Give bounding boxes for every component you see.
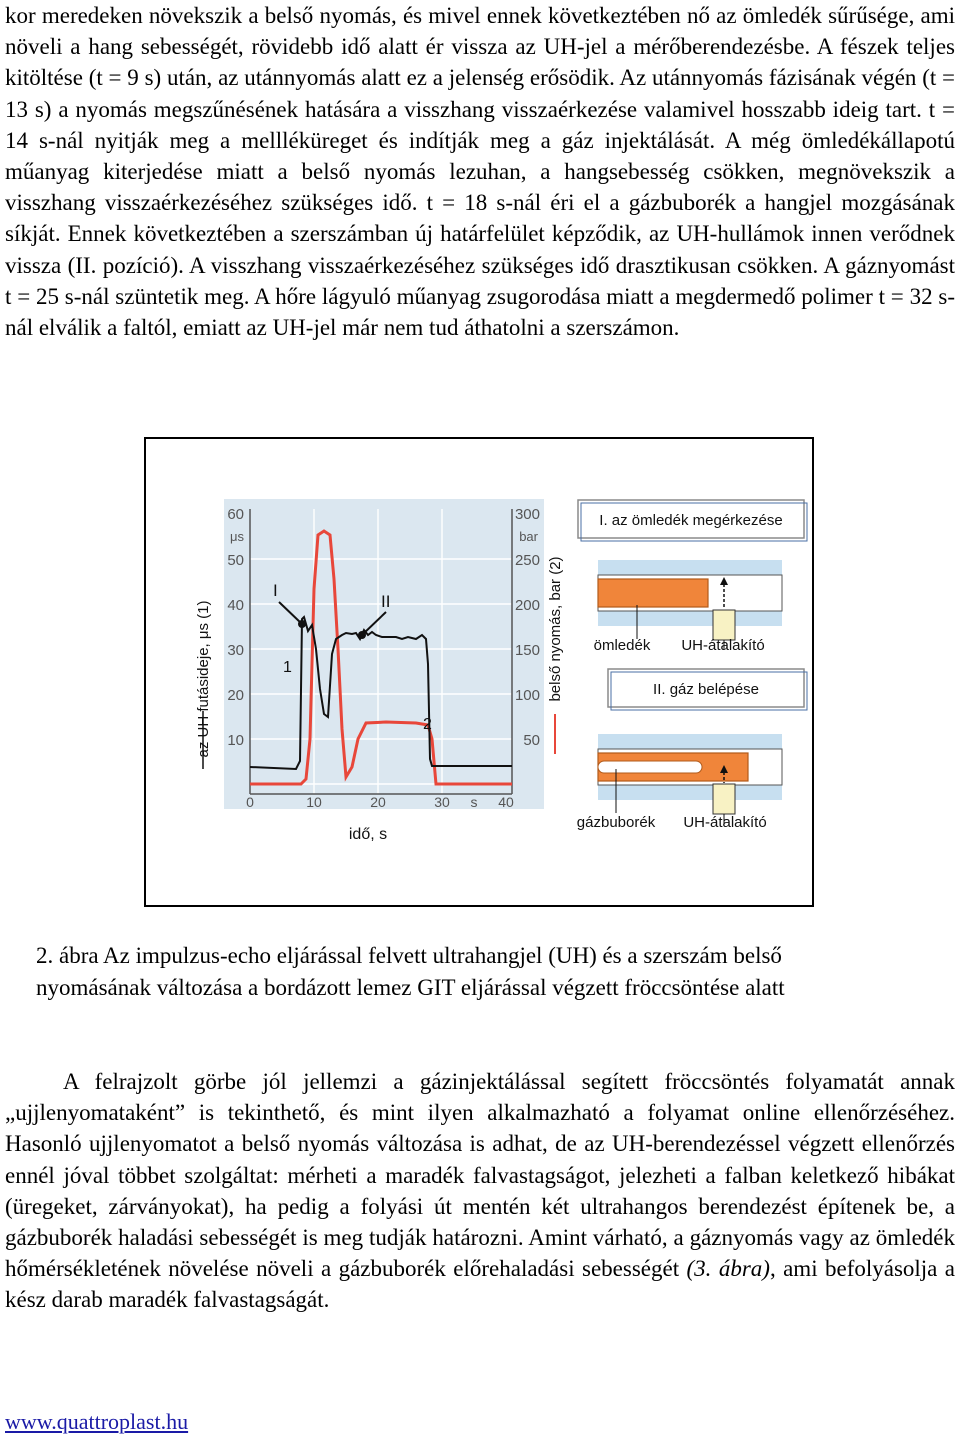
diagram-i-melt	[598, 579, 708, 607]
diagram-ii-transducer	[713, 784, 735, 814]
x-tick-unit: s	[470, 794, 478, 810]
figure-svg	[146, 439, 812, 905]
diagram-i	[598, 560, 782, 649]
left-tick-unit: μs	[230, 529, 244, 544]
marker-i-dot	[298, 620, 306, 628]
left-tick: 60	[227, 506, 244, 523]
figure-frame	[144, 437, 814, 907]
body-paragraph-2	[5, 1066, 955, 1316]
diagram-ii-gas-bubble	[598, 761, 702, 773]
x-tick: 0	[246, 794, 254, 810]
left-tick: 50	[227, 552, 244, 569]
footer-website-link[interactable]: www.quattroplast.hu	[5, 1409, 189, 1434]
right-axis-title: belső nyomás, bar (2)	[547, 556, 564, 702]
caption-line-1: 2. ábra Az impulzus-echo eljárással felvett ultrahangjel (UH) és a szerszám belső	[36, 943, 782, 968]
diagram-i-transducer	[713, 610, 735, 640]
right-tick: 250	[514, 552, 540, 569]
diagram-i-melt-label: ömledék	[593, 637, 651, 654]
left-tick: 10	[227, 732, 244, 749]
left-tick: 30	[227, 642, 244, 659]
figure-reference: (3. ábra)	[686, 1256, 770, 1282]
right-tick-unit: bar	[519, 529, 538, 544]
paragraph-2-text: A felrajzolt görbe jól jellemzi a gázinjektálással segített fröccsöntés folyamatát annak „ujjlenyomataként” is tekinthető, és mint ilyen alkalmazható a folyamat online ellenőrzéséhez. Hasonló ujjlenyomatot a belső nyomás változása is adhat, de az UH-berendezéssel végzett ellenőrzés ennél jóval többet szolgáltat: mérheti a maradék falvastagságot, jelezheti a falban keletkező hibákat (üregeket, zárványokat), ha pedig a folyási út mentén két ultrahangos berendezést építenek be, a gázbuborék haladási sebességét is meg tudják határozni. Amint várható, a gáznyomás vagy az ömledék hőmérsékletének növelése növeli a gázbuborék előrehaladási sebességét	[5, 1069, 955, 1282]
box-ii-title: II. gáz belépése	[653, 681, 759, 698]
right-tick: 50	[523, 732, 540, 749]
curve-1-label: 1	[283, 659, 292, 676]
chart-background	[224, 499, 544, 809]
x-tick: 10	[306, 794, 322, 810]
x-axis-title: idő, s	[348, 826, 388, 843]
right-tick: 150	[514, 642, 540, 659]
right-tick: 100	[514, 687, 540, 704]
left-tick: 20	[227, 687, 244, 704]
x-tick: 40	[498, 794, 514, 810]
curve-2-label: 2	[423, 716, 432, 733]
left-axis-title: az UH futásideje, μs (1)	[195, 600, 212, 758]
x-tick: 20	[370, 794, 386, 810]
diagram-ii-transducer-label: UH-átalakító	[683, 814, 767, 831]
box-i-title: I. az ömledék megérkezése	[599, 512, 783, 529]
diagram-ii-bubble-label: gázbuborék	[576, 814, 656, 831]
body-paragraph-1: kor meredeken növekszik a belső nyomás, és mivel ennek következtében nő az ömledék sűrűsége, ami növeli a hang sebességét, rövidebb idő alatt ér vissza az UH-jel a mérőberendezésbe. A fészek teljes kitöltése (t = 9 s) után, az utánnyomás alatt ez a jelenség erősödik. Az utánnyomás fázisának végén (t = 13 s) a nyomás megszűnésének hatására a visszhang visszaérkezése valamivel hosszabb ideig tart. t = 14 s-nál nyitják meg a mellléküreget és indítják meg a gáz injektálását. A még ömledékállapotú műanyag kiterjedése miatt a belső nyomás lezuhan, a hangsebesség csökken, megnövekszik a visszhang visszaérkezéséhez szükséges idő. t = 18 s-nál éri el a gázbuborék a hangjel mozgásának síkját. Ennek következtében a szerszámban új határfelület képződik, az UH-hullámok innen verődnek vissza (II. pozíció). A visszhang visszaérkezéséhez szükséges idő drasztikusan csökken. A gáznyomást t = 25 s-nál szüntetik meg. A hőre lágyuló műanyag zsugorodása miatt a megdermedő polimer t = 32 s-nál elválik a faltól, emiatt az UH-jel már nem tud áthatolni a szerszámon.	[5, 3, 955, 341]
caption-line-2: nyomásának változása a bordázott lemez GIT eljárással végzett fröccsöntése alatt	[36, 975, 785, 1000]
right-tick: 300	[514, 506, 540, 523]
right-tick: 200	[514, 597, 540, 614]
marker-ii-dot	[358, 631, 366, 639]
paragraph-2-text-end: , ami befolyásolja a kész darab maradék falvastagságát.	[5, 1256, 956, 1313]
x-tick: 30	[434, 794, 450, 810]
diagram-i-transducer-label: UH-átalakító	[681, 637, 765, 654]
diagram-ii	[598, 734, 782, 823]
marker-ii-label: II	[381, 592, 391, 611]
left-tick: 40	[227, 597, 244, 614]
chart-area	[224, 499, 544, 810]
marker-i-label: I	[273, 581, 278, 600]
figure-caption	[36, 940, 936, 1004]
